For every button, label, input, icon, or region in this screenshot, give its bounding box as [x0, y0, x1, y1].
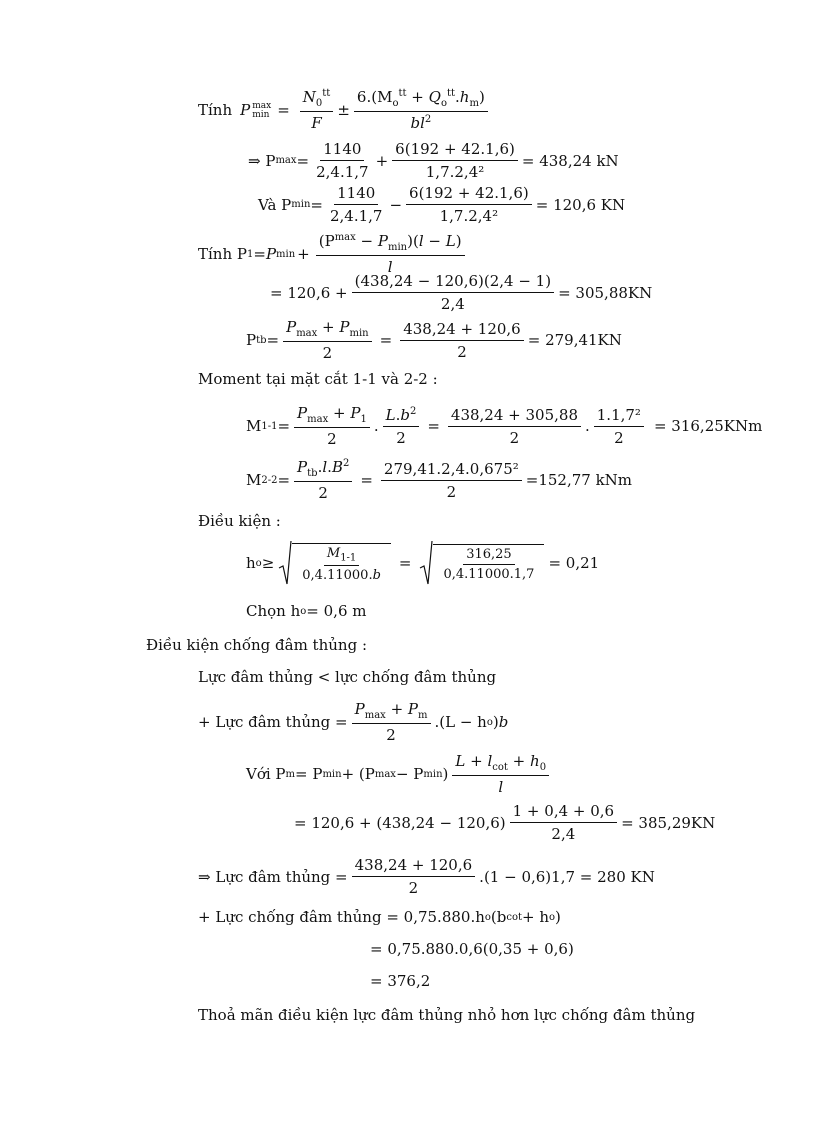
formula-pm: Với P m = P min + (P max − P min ) $L + l_{cot} + h_0$ l — [246, 752, 553, 796]
formula-p-max-value: ⇒ P max = $\frac{1140}{2,4.1,7}$ + $\frac{6(192 + 42.1,6)}{\text{1,7.2,4²}}$ = 438,24 kN — [248, 140, 619, 181]
formula-luc-chong-sub: = 0,75.880.0,6(0,35 + 0,6) — [370, 940, 574, 958]
heading-dieu-kien: Điều kiện : — [198, 512, 281, 530]
formula-luc-chong: + Lực chống đâm thủng = 0,75.880.h o (b cot + h o ) — [198, 908, 561, 926]
heading-moment: Moment tại mặt cắt 1-1 và 2-2 : — [198, 370, 438, 388]
formula-ho: h o ≥ $M_{1-1}$ 0,4.11000.b = 316,25 0,4.11000.1,7 = 0,21 — [246, 540, 599, 586]
formula-p-max-min: Tính P max min = $\frac{N_0^{tt}}{F}$ ± $6.(M_o^{tt} + Q_o^{tt}.h_m)$ $bl^2$ — [198, 88, 492, 132]
text-chon-ho: Chọn h o = 0,6 m — [246, 602, 367, 620]
formula-p1: Tính P 1 = P min + $(P^{max} - P_{min})(l - L)$ l — [198, 232, 469, 276]
fraction-moment-term: $6.(M_o^{tt} + Q_o^{tt}.h_m)$ $bl^2$ — [354, 88, 488, 132]
formula-luc-dam-thung: + Lực đâm thủng = $P_{max} + P_m$ 2 .(L − h o ) b — [198, 700, 509, 744]
sqrt-expression: $M_{1-1}$ 0,4.11000.b — [278, 540, 391, 586]
text-condition: Lực đâm thủng < lực chống đâm thủng — [198, 668, 497, 686]
formula-p1-value: = 120,6 + $\frac{(438,24 - 120,6)(2,4 - 1)}{2,4}$ = 305,88KN — [270, 272, 653, 313]
formula-luc-chong-result: = 376,2 — [370, 972, 431, 990]
formula-m22: M 2-2 = $P_{tb}.l.B^2$ 2 = $\frac{\text{279,41.2,4.0,675²}}{2}$ =152,77 kNm — [246, 458, 633, 502]
text-conclusion: Thoả mãn điều kiện lực đâm thủng nhỏ hơn lực chống đâm thủng — [198, 1006, 696, 1024]
fraction-n-over-f: $\frac{N_0^{tt}}{F}$ — [300, 88, 334, 132]
formula-m11: M 1-1 = $P_{max} + P_1$ 2 . $\frac{L.b^2}{2}$ = $\frac{438,24 + 305,88}{2}$ . $\frac{\text{1.1,7²}}{2}$ = 316,25KNm — [246, 404, 763, 448]
formula-pm-value: = 120,6 + (438,24 − 120,6) $\frac{1 + 0,4 + 0,6}{2,4}$ = 385,29KN — [294, 802, 716, 843]
formula-ptb: P tb = $P_{max} + P_{min}$ 2 = $\frac{438,24 + 120,6}{2}$ = 279,41KN — [246, 318, 622, 362]
formula-luc-dam-thung-value: ⇒ Lực đâm thủng = $\frac{438,24 + 120,6}{2}$ .(1 − 0,6)1,7 = 280 KN — [198, 856, 655, 897]
label-tinh: Tính — [198, 101, 233, 119]
formula-p-min-value: Và P min = $\frac{1140}{2,4.1,7}$ − $\frac{6(192 + 42.1,6)}{\text{1,7.2,4²}}$ = 120,6 KN — [258, 184, 626, 225]
heading-chong-dam-thung: Điều kiện chống đâm thủng : — [146, 636, 367, 654]
